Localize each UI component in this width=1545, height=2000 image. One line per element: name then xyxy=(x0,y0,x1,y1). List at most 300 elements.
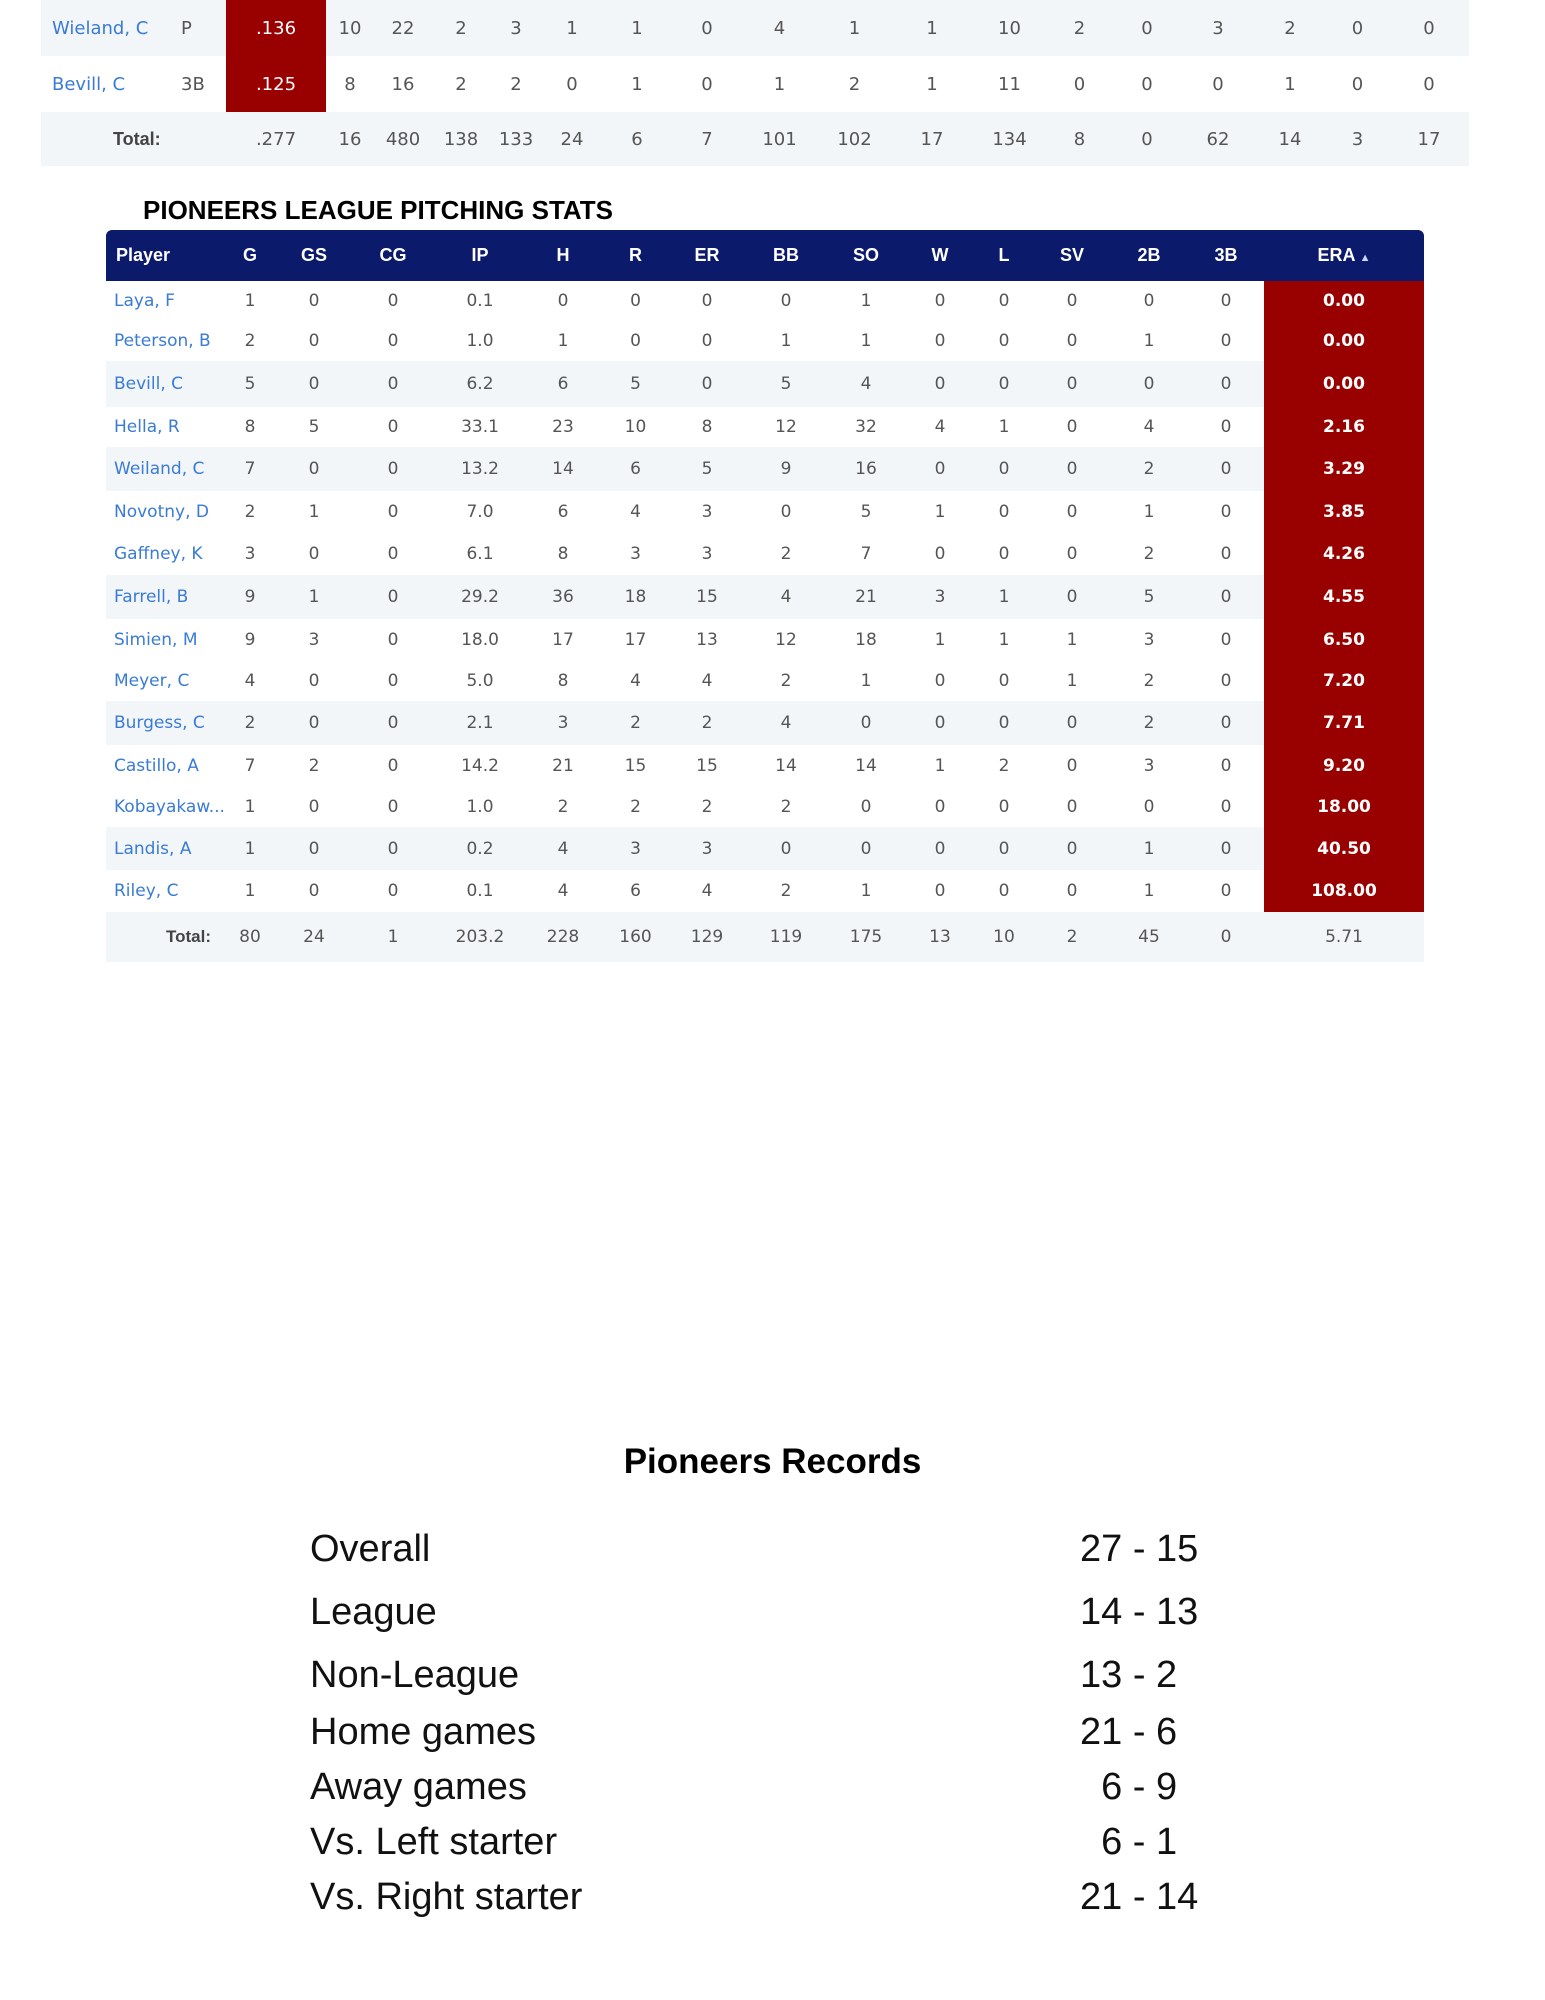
stat-cell: 3 xyxy=(701,502,713,522)
stat-cell: 3 xyxy=(1143,756,1155,776)
column-header-er[interactable]: ER xyxy=(668,230,746,281)
stat-cell: 0 xyxy=(1066,331,1078,351)
stat-cell: 8 xyxy=(557,544,569,564)
stat-cell: 10 xyxy=(972,0,1047,56)
stat-cell: 4 xyxy=(523,827,603,870)
stat-cell: 0 xyxy=(279,361,349,407)
stat-cell: 480 xyxy=(374,112,432,166)
stat-cell: 2 xyxy=(701,797,713,817)
stat-cell: 4 xyxy=(701,881,713,901)
era-cell: 3.29 xyxy=(1264,447,1424,491)
record-label: League xyxy=(310,1591,437,1633)
stat-cell: 6 xyxy=(603,447,668,491)
stat-cell: 0 xyxy=(308,881,320,901)
pitching-stats-table xyxy=(106,230,1424,962)
stat-cell: 4 xyxy=(557,881,569,901)
stat-cell: 0 xyxy=(308,291,320,311)
player-link[interactable]: Laya, F xyxy=(114,291,175,311)
stat-cell: 0 xyxy=(998,291,1010,311)
stat-cell: 3 xyxy=(1143,630,1155,650)
stat-cell: 1 xyxy=(349,912,437,962)
stat-cell: 1 xyxy=(279,575,349,619)
stat-cell: 2 xyxy=(1143,671,1155,691)
stat-cell: 101 xyxy=(742,112,817,166)
stat-cell: 3 xyxy=(701,544,713,564)
stat-cell: 4 xyxy=(244,671,256,691)
stat-cell: 1 xyxy=(780,331,792,351)
stat-cell: 3 xyxy=(603,827,668,870)
stat-cell: 0 xyxy=(349,575,437,619)
stat-cell: 0 xyxy=(1389,0,1469,56)
stat-cell: 138 xyxy=(432,112,490,166)
player-link[interactable]: Peterson, B xyxy=(114,331,211,351)
stat-cell: 12 xyxy=(775,630,797,650)
stat-cell: 2.1 xyxy=(437,701,523,745)
stat-cell: 129 xyxy=(668,912,746,962)
stat-cell: 80 xyxy=(221,912,279,962)
position-cell: 3B xyxy=(181,56,226,112)
pitching-row xyxy=(106,533,1424,575)
stat-cell: 0 xyxy=(974,827,1034,870)
stat-cell: 0 xyxy=(1220,331,1232,351)
player-link[interactable]: Landis, A xyxy=(106,827,221,870)
stat-cell: 15 xyxy=(696,756,718,776)
stat-cell: 0 xyxy=(1066,881,1078,901)
player-link[interactable]: Farrell, B xyxy=(106,575,221,619)
stat-cell: 0 xyxy=(349,361,437,407)
stat-cell: 0 xyxy=(974,701,1034,745)
column-header-cg[interactable]: CG xyxy=(349,230,437,281)
player-link[interactable]: Novotny, D xyxy=(114,502,209,522)
stat-cell: 5 xyxy=(1110,575,1188,619)
stat-cell: 33.1 xyxy=(461,417,499,437)
stat-cell: 4 xyxy=(630,502,641,522)
stat-cell: 8 xyxy=(244,417,256,437)
stat-cell: 0 xyxy=(934,331,946,351)
record-label: Home games xyxy=(310,1711,536,1753)
stat-cell: 0 xyxy=(826,701,906,745)
player-link[interactable]: Gaffney, K xyxy=(114,544,203,564)
stat-cell: 1 xyxy=(602,0,672,56)
stat-cell: 0 xyxy=(746,827,826,870)
stat-cell: 133 xyxy=(490,112,542,166)
record-value: 27 - 15 xyxy=(1080,1528,1199,1570)
stat-cell: 1.0 xyxy=(466,331,494,351)
stat-cell: 0 xyxy=(1188,361,1264,407)
stat-cell: 0 xyxy=(1220,417,1232,437)
stat-cell: 0 xyxy=(998,881,1010,901)
stat-cell: 0 xyxy=(630,291,641,311)
stat-cell: 0 xyxy=(1220,756,1232,776)
stat-cell: 17 xyxy=(624,630,647,650)
stat-cell: 0.1 xyxy=(466,881,494,901)
stat-cell: 3 xyxy=(523,701,603,745)
stat-cell: 0 xyxy=(1220,291,1232,311)
stat-cell: 12 xyxy=(775,417,797,437)
stat-cell: 2 xyxy=(1034,912,1110,962)
stat-cell: 18.0 xyxy=(461,630,499,650)
pitching-section-title: PIONEERS LEAGUE PITCHING STATS xyxy=(143,195,613,225)
player-link[interactable]: Kobayakaw... xyxy=(114,797,225,817)
stat-cell: 0 xyxy=(1066,502,1078,522)
stat-cell: 0 xyxy=(998,331,1010,351)
stat-cell: 9 xyxy=(221,575,279,619)
stat-cell: 0 xyxy=(998,502,1010,522)
stat-cell: 16 xyxy=(826,447,906,491)
player-link[interactable]: Hella, R xyxy=(114,417,180,437)
stat-cell: 4 xyxy=(746,575,826,619)
stat-cell: 9 xyxy=(746,447,826,491)
player-link[interactable]: Bevill, C xyxy=(41,56,181,112)
pitching-header-row xyxy=(106,230,1424,281)
stat-cell: 0 xyxy=(974,361,1034,407)
column-header-so[interactable]: SO xyxy=(826,230,906,281)
record-value: 6 - 1 xyxy=(1080,1821,1178,1863)
player-link[interactable]: Burgess, C xyxy=(106,701,221,745)
stat-cell: 1 xyxy=(860,291,872,311)
total-label: Total: xyxy=(41,112,226,166)
stat-cell: 0 xyxy=(1220,671,1232,691)
player-link[interactable]: Simien, M xyxy=(114,630,198,650)
stat-cell: 2 xyxy=(1254,0,1326,56)
stat-cell: 2 xyxy=(1047,0,1112,56)
stat-cell: 0 xyxy=(1066,544,1078,564)
stat-cell: 2 xyxy=(1110,447,1188,491)
stat-cell: 0 xyxy=(1188,447,1264,491)
stat-cell: 0 xyxy=(1220,797,1232,817)
column-header-2b[interactable]: 2B xyxy=(1110,230,1188,281)
player-link[interactable]: Wieland, C xyxy=(41,0,181,56)
stat-cell: 4 xyxy=(934,417,946,437)
stat-cell: 8 xyxy=(326,56,374,112)
stat-cell: 1 xyxy=(934,502,946,522)
era-cell: 7.71 xyxy=(1264,701,1424,745)
stat-cell: 0 xyxy=(1188,827,1264,870)
avg-cell: .136 xyxy=(226,0,326,56)
pitching-row xyxy=(106,321,1424,361)
stat-cell: 45 xyxy=(1110,912,1188,962)
stat-cell: 2 xyxy=(780,881,792,901)
column-header-h[interactable]: H xyxy=(523,230,603,281)
stat-cell: 1 xyxy=(998,630,1010,650)
stat-cell: 1 xyxy=(1066,671,1078,691)
stat-cell: 1 xyxy=(1143,502,1155,522)
stat-cell: 1 xyxy=(1143,331,1155,351)
stat-cell: 2 xyxy=(780,544,792,564)
batting-row xyxy=(41,0,1469,56)
stat-cell: 0 xyxy=(974,447,1034,491)
era-cell: 0.00 xyxy=(1264,281,1424,321)
stat-cell: 32 xyxy=(855,417,877,437)
stat-cell: 14 xyxy=(855,756,877,776)
stat-cell: 1 xyxy=(934,630,946,650)
stat-cell: 4 xyxy=(742,0,817,56)
stat-cell: 13 xyxy=(906,912,974,962)
record-value: 13 - 2 xyxy=(1080,1654,1178,1696)
stat-cell: 0 xyxy=(906,447,974,491)
stat-cell: 0 xyxy=(279,447,349,491)
stat-cell: 3 xyxy=(1326,112,1389,166)
stat-cell: 1 xyxy=(308,502,320,522)
player-link[interactable]: Castillo, A xyxy=(114,756,199,776)
column-header-w[interactable]: W xyxy=(906,230,974,281)
record-row xyxy=(310,1821,1210,1876)
pitching-row xyxy=(106,491,1424,533)
stat-cell: 2 xyxy=(244,331,256,351)
stat-cell: 1 xyxy=(998,417,1010,437)
stat-cell: 0 xyxy=(860,797,872,817)
pitching-row xyxy=(106,827,1424,870)
stat-cell: 0 xyxy=(387,797,399,817)
stat-cell: 0 xyxy=(934,291,946,311)
stat-cell: 7 xyxy=(221,447,279,491)
stat-cell: 16 xyxy=(374,56,432,112)
stat-cell: 2 xyxy=(221,701,279,745)
column-header-player[interactable]: Player xyxy=(106,230,221,281)
stat-cell: 6.2 xyxy=(437,361,523,407)
stat-cell: 0 xyxy=(1112,0,1182,56)
stat-cell: 29.2 xyxy=(437,575,523,619)
stat-cell: 1 xyxy=(1066,630,1078,650)
stat-cell: 1 xyxy=(892,56,972,112)
stat-cell: 13.2 xyxy=(437,447,523,491)
stat-cell: 1 xyxy=(860,881,872,901)
stat-cell: 1 xyxy=(244,797,256,817)
stat-cell: 6.1 xyxy=(466,544,494,564)
stat-cell: 1 xyxy=(860,671,872,691)
record-row xyxy=(310,1876,1210,1931)
stat-cell: 2 xyxy=(244,502,256,522)
stat-cell: 0 xyxy=(1034,701,1110,745)
stat-cell: 21 xyxy=(826,575,906,619)
stat-cell: 0 xyxy=(934,797,946,817)
position-cell: P xyxy=(181,0,226,56)
stat-cell: 1 xyxy=(244,881,256,901)
stat-cell: 0 xyxy=(1034,827,1110,870)
stat-cell: 0 xyxy=(672,0,742,56)
stat-cell: 4 xyxy=(701,671,713,691)
stat-cell: 0 xyxy=(1188,575,1264,619)
stat-cell: 10 xyxy=(974,912,1034,962)
stat-cell: 0 xyxy=(349,827,437,870)
stat-cell: 6 xyxy=(557,502,569,522)
stat-cell: 0 xyxy=(1112,112,1182,166)
stat-cell: 8 xyxy=(1047,112,1112,166)
stat-cell: 0 xyxy=(1389,56,1469,112)
stat-cell: 5 xyxy=(746,361,826,407)
record-value: 21 - 6 xyxy=(1080,1711,1178,1753)
batting-row xyxy=(41,56,1469,112)
stat-cell: 0.1 xyxy=(466,291,494,311)
stat-cell: 17 xyxy=(1389,112,1469,166)
stat-cell: 0 xyxy=(387,881,399,901)
batting-stats-table xyxy=(41,0,1469,166)
stat-cell: 0 xyxy=(1188,912,1264,962)
era-cell: 108.00 xyxy=(1264,870,1424,912)
era-total-cell: 5.71 xyxy=(1264,912,1424,962)
stat-cell: 7 xyxy=(672,112,742,166)
stat-cell: 0 xyxy=(557,291,569,311)
stat-cell: 15 xyxy=(624,756,647,776)
stat-cell: 0 xyxy=(906,827,974,870)
stat-cell: 0 xyxy=(387,331,399,351)
column-header-sv[interactable]: SV xyxy=(1034,230,1110,281)
stat-cell: 36 xyxy=(523,575,603,619)
stat-cell: 2 xyxy=(998,756,1010,776)
stat-cell: 0 xyxy=(630,331,641,351)
era-cell: 6.50 xyxy=(1264,619,1424,661)
stat-cell: 8 xyxy=(701,417,713,437)
column-header-era[interactable]: ERA ▲ xyxy=(1264,230,1424,281)
column-header-3b[interactable]: 3B xyxy=(1188,230,1264,281)
stat-cell: 0 xyxy=(1326,56,1389,112)
stat-cell: 1 xyxy=(1110,827,1188,870)
stat-cell: 1 xyxy=(542,0,602,56)
pitching-row xyxy=(106,361,1424,407)
stat-cell: 0 xyxy=(701,331,713,351)
column-header-bb[interactable]: BB xyxy=(746,230,826,281)
stat-cell: 16 xyxy=(326,112,374,166)
stat-cell: 3 xyxy=(906,575,974,619)
stat-cell: 11 xyxy=(972,56,1047,112)
stat-cell: 175 xyxy=(826,912,906,962)
stat-cell: 0 xyxy=(780,291,792,311)
stat-cell: 7 xyxy=(860,544,872,564)
stat-cell: 1 xyxy=(244,291,256,311)
stat-cell: 3 xyxy=(308,630,320,650)
stat-cell: 2 xyxy=(1143,544,1155,564)
stat-cell: 1 xyxy=(742,56,817,112)
stat-cell: 2 xyxy=(780,671,792,691)
stat-cell: 2 xyxy=(432,56,490,112)
stat-cell: 14 xyxy=(523,447,603,491)
stat-cell: 14 xyxy=(1254,112,1326,166)
stat-cell: 4 xyxy=(826,361,906,407)
stat-cell: 0 xyxy=(1182,56,1254,112)
pitching-row xyxy=(106,701,1424,745)
stat-cell: 0 xyxy=(1188,701,1264,745)
stat-cell: 0 xyxy=(1034,575,1110,619)
stat-cell: 22 xyxy=(374,0,432,56)
stat-cell: 1 xyxy=(602,56,672,112)
stat-cell: 14.2 xyxy=(461,756,499,776)
pitching-row xyxy=(106,575,1424,619)
record-label: Away games xyxy=(310,1766,527,1808)
stat-cell: 0 xyxy=(279,701,349,745)
stat-cell: 7 xyxy=(244,756,256,776)
stat-cell: 0 xyxy=(1047,56,1112,112)
avg-cell: .125 xyxy=(226,56,326,112)
column-header-ip[interactable]: IP xyxy=(437,230,523,281)
stat-cell: 4 xyxy=(1143,417,1155,437)
stat-cell: 0 xyxy=(998,544,1010,564)
stat-cell: 1 xyxy=(557,331,569,351)
avg-cell: .277 xyxy=(226,112,326,166)
stat-cell: 0 xyxy=(387,291,399,311)
record-row xyxy=(310,1766,1210,1821)
stat-cell: 0 xyxy=(308,671,320,691)
stat-cell: 9 xyxy=(244,630,256,650)
stat-cell: 17 xyxy=(892,112,972,166)
stat-cell: 0 xyxy=(934,881,946,901)
stat-cell: 3 xyxy=(1182,0,1254,56)
era-cell: 40.50 xyxy=(1264,827,1424,870)
stat-cell: 1 xyxy=(892,0,972,56)
stat-cell: 4 xyxy=(746,701,826,745)
stat-cell: 4 xyxy=(630,671,641,691)
stat-cell: 0 xyxy=(998,797,1010,817)
player-link[interactable]: Riley, C xyxy=(114,881,179,901)
player-link[interactable]: Bevill, C xyxy=(106,361,221,407)
total-label: Total: xyxy=(106,912,221,962)
stat-cell: 0 xyxy=(906,701,974,745)
stat-cell: 0 xyxy=(542,56,602,112)
stat-cell: 62 xyxy=(1182,112,1254,166)
stat-cell: 0 xyxy=(387,671,399,691)
column-header-l[interactable]: L xyxy=(974,230,1034,281)
stat-cell: 0 xyxy=(308,544,320,564)
stat-cell: 1 xyxy=(221,827,279,870)
era-cell: 4.55 xyxy=(1264,575,1424,619)
stat-cell: 2 xyxy=(490,56,542,112)
stat-cell: 0 xyxy=(1066,797,1078,817)
stat-cell: 0 xyxy=(349,701,437,745)
column-header-g[interactable]: G xyxy=(221,230,279,281)
stat-cell: 1 xyxy=(974,575,1034,619)
stat-cell: 14 xyxy=(775,756,797,776)
stat-cell: 3 xyxy=(668,827,746,870)
stat-cell: 24 xyxy=(542,112,602,166)
stat-cell: 0 xyxy=(1110,361,1188,407)
stat-cell: 0 xyxy=(1066,417,1078,437)
era-cell: 0.00 xyxy=(1264,361,1424,407)
stat-cell: 2 xyxy=(432,0,490,56)
stat-cell: 7.0 xyxy=(466,502,494,522)
pitching-total-row xyxy=(106,912,1424,962)
era-cell: 9.20 xyxy=(1264,745,1424,787)
column-header-gs[interactable]: GS xyxy=(279,230,349,281)
stat-cell: 0 xyxy=(387,630,399,650)
stat-cell: 228 xyxy=(523,912,603,962)
stat-cell: 6 xyxy=(602,112,672,166)
stat-cell: 5 xyxy=(221,361,279,407)
stat-cell: 5 xyxy=(668,447,746,491)
stat-cell: 0 xyxy=(1220,502,1232,522)
stat-cell: 6 xyxy=(630,881,641,901)
stat-cell: 0 xyxy=(1220,544,1232,564)
stat-cell: 5 xyxy=(860,502,872,522)
stat-cell: 17 xyxy=(552,630,574,650)
stat-cell: 15 xyxy=(668,575,746,619)
player-link[interactable]: Meyer, C xyxy=(114,671,190,691)
stat-cell: 0 xyxy=(672,56,742,112)
stat-cell: 2 xyxy=(817,56,892,112)
stat-cell: 119 xyxy=(746,912,826,962)
era-cell: 7.20 xyxy=(1264,661,1424,701)
stat-cell: 0 xyxy=(387,417,399,437)
record-row xyxy=(310,1528,1210,1583)
stat-cell: 2 xyxy=(780,797,792,817)
stat-cell: 10 xyxy=(326,0,374,56)
stat-cell: 2 xyxy=(308,756,320,776)
player-link[interactable]: Weiland, C xyxy=(106,447,221,491)
era-cell: 2.16 xyxy=(1264,407,1424,447)
stat-cell: 18 xyxy=(855,630,877,650)
stat-cell: 102 xyxy=(817,112,892,166)
stat-cell: 0 xyxy=(1066,756,1078,776)
column-header-r[interactable]: R xyxy=(603,230,668,281)
stat-cell: 1 xyxy=(817,0,892,56)
